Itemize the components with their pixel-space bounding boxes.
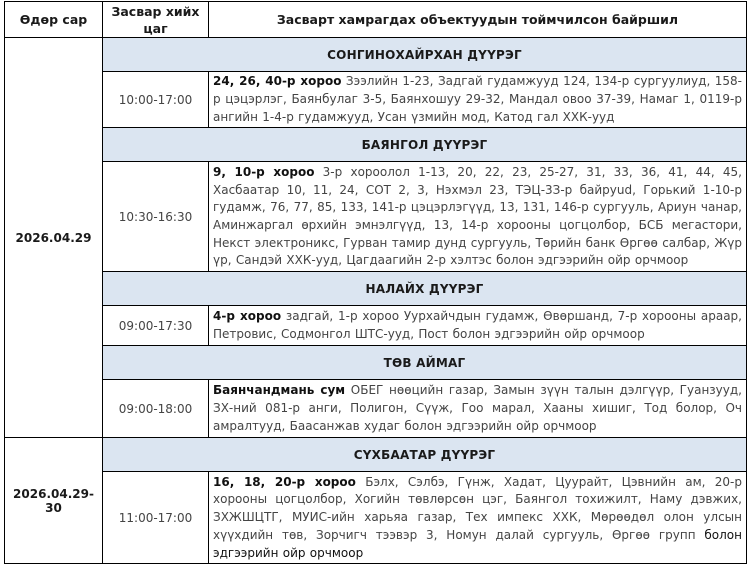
schedule-table bbox=[4, 1, 747, 564]
location-text: 3-р хороолол 1-13, 20, 22, 23, 25-27, 31, 33, 36, 41, 44, 45, Хасбаатар 10, 11, 24, СОТ 2, 3, Нэхмэл 23, ТЭЦ-3З-р байруud, Горький 1-10-р гудамж, 76, 77, 85, 133, 141-р цэцэрлэгүүд, 13, 131, 146-р сургууль, Ариун чанар, Аминжаргал өрхийн эмнэлгүүд, 13, 14-р хорооны цогцолбор, БСБ мегастори, Некст электроникс, Гурван тамир дунд сургууль, Төрийн банк Өргөө салбар, Жүр үр, Сандэй ХХК-ууд, Цагдаагийн 2-р хэлтэс болон эдгээрийн ойр орчмоор bbox=[213, 164, 742, 268]
location-lead: Баянчандмань сум bbox=[213, 383, 346, 398]
district-header: НАЛАЙХ ДҮҮРЭГ bbox=[103, 272, 747, 306]
location-text: ОБЕГ нөөцийн газар, Замын зүүн талын дэлгүүр, Гуанзууд, ЗХ-ний 081-р анги, Полигон, Сүүж, Гоо марал, Хааны хишиг, Тод болор, Оч амралтууд, Баасанжав худаг болон эдгээрийн ойр орчмоор bbox=[213, 383, 742, 433]
time-cell: 10:30-16:30 bbox=[103, 162, 209, 272]
location-lead: 9, 10-р хороо bbox=[213, 164, 315, 179]
time-cell: 10:00-17:00 bbox=[103, 72, 209, 128]
district-header: БАЯНГОЛ ДҮҮРЭГ bbox=[103, 128, 747, 162]
location-lead: 16, 18, 20-р хороо bbox=[213, 474, 356, 489]
location-tail: болон эдгээрийн ойр орчмоор bbox=[213, 527, 742, 560]
location-description bbox=[209, 162, 747, 272]
time-cell: 09:00-17:30 bbox=[103, 306, 209, 346]
district-header: СҮХБААТАР ДҮҮРЭГ bbox=[103, 438, 747, 472]
location-description bbox=[209, 306, 747, 346]
location-text: Зээлийн 1-23, Задгай гудамжууд 124, 134-р сургуулиуд, 158-р цэцэрлэг, Баянбулаг 3-5, Баянхошуу 29-32, Мандал овоо 37-39, Намаг 1, 0119-р ангийн 1-4-р гудамжууд, Усан үзмийн мод, Катод гал ХХК-ууд bbox=[213, 74, 742, 124]
location-description bbox=[209, 472, 747, 564]
header-location: Засварт хамрагдах объектуудын тоймчилсон байршил bbox=[209, 2, 747, 38]
time-cell: 11:00-17:00 bbox=[103, 472, 209, 564]
header-day: Өдөр сар bbox=[5, 2, 103, 38]
district-header: СОНГИНОХАЙРХАН ДҮҮРЭГ bbox=[103, 38, 747, 72]
location-text: задгай, 1-р хороо Уурхайчдын гудамж, Өвөршанд, 7-р хорооны араар, Петровис, Содмонгол ШТС-ууд, Пост болон эдгээрийн ойр орчмоор bbox=[213, 309, 742, 341]
location-lead: 4-р хороо bbox=[213, 309, 282, 324]
location-description bbox=[209, 72, 747, 128]
time-cell: 09:00-18:00 bbox=[103, 380, 209, 438]
date-cell: 2026.04.29 bbox=[5, 38, 103, 438]
location-lead: 24, 26, 40-р хороо bbox=[213, 74, 342, 89]
header-time: Засвар хийх цаг bbox=[103, 2, 209, 38]
district-header: ТӨВ АЙМАГ bbox=[103, 346, 747, 380]
location-text: Бэлх, Сэлбэ, Гүнж, Хадат, Цуурайт, Цэвнийн ам, 20-р хорооны цогцолбор, Хогийн төвлөрсөн цэг, Баянгол тохижилт, Наму дэвжих, ЗХЖШЦТГ, МУИС-ийн харьяа газар, Тех импекс ХХК, Мөрөөдөл олон улсын хүүхдийн төв, Зорчигч тээвэр 3, Номун далай сургууль, Өргөө групп bbox=[213, 474, 742, 542]
date-cell: 2026.04.29-30 bbox=[5, 438, 103, 564]
location-description bbox=[209, 380, 747, 438]
